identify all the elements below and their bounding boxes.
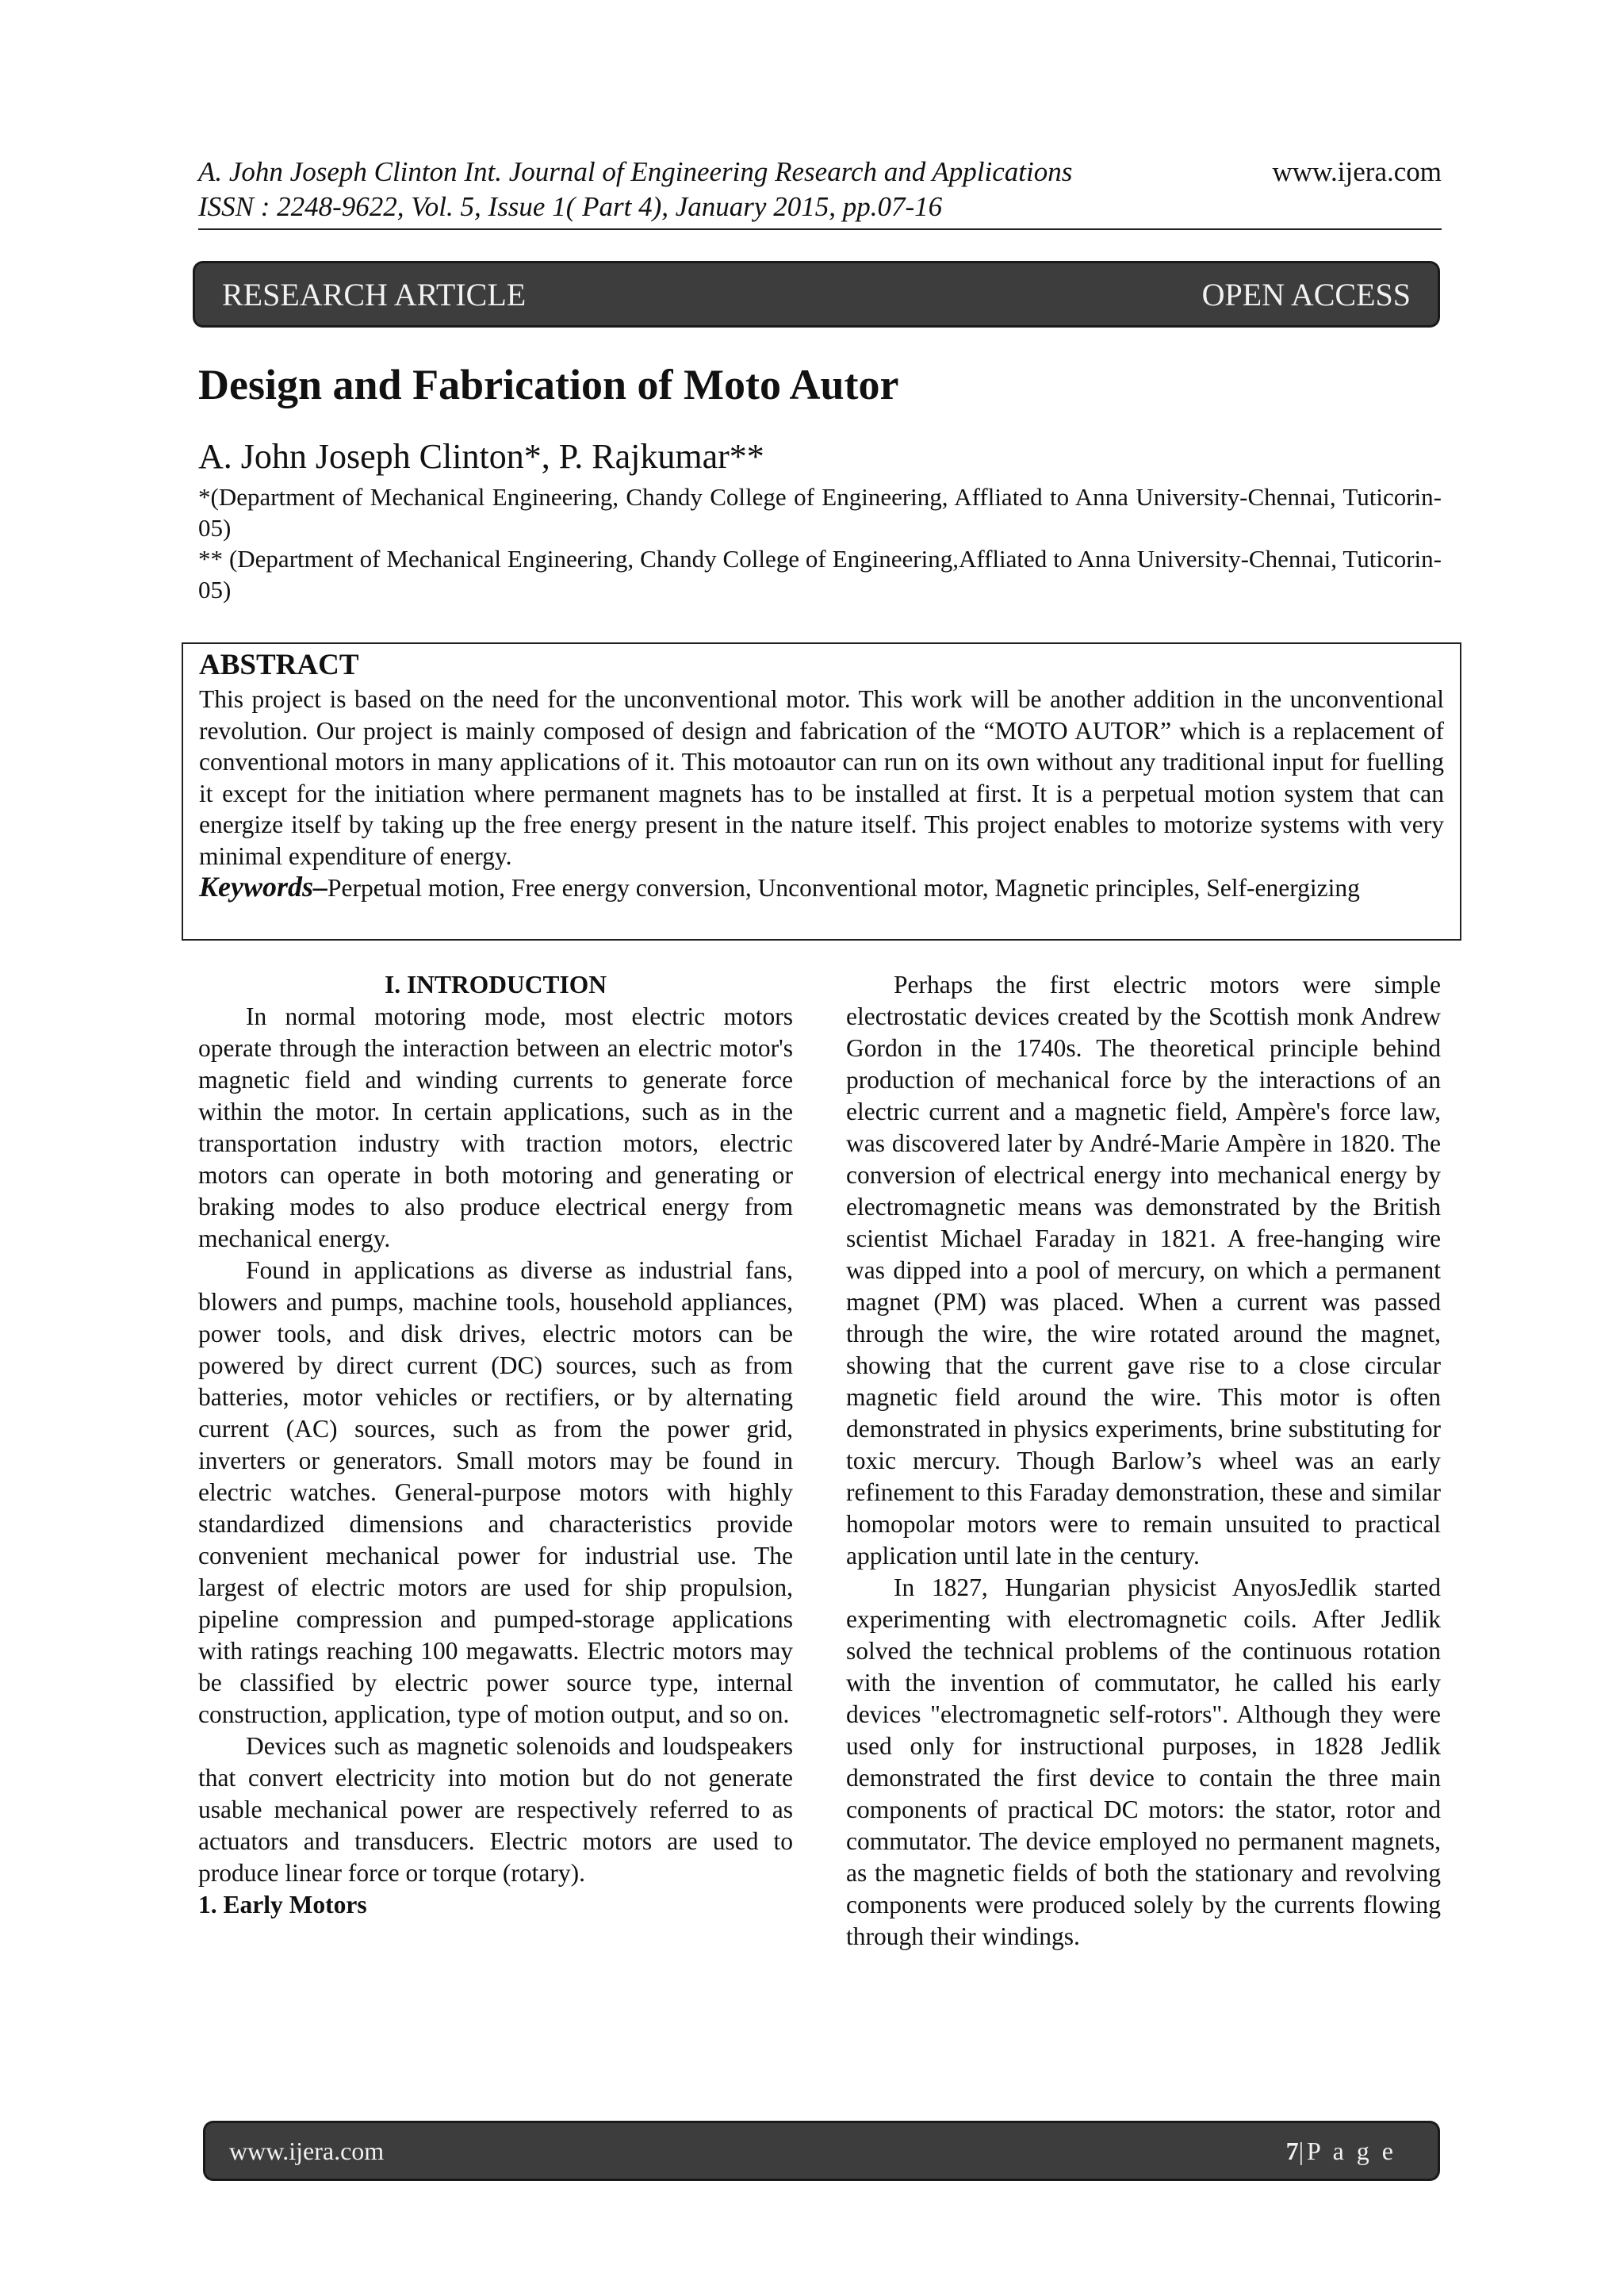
keywords-label: Keywords–: [199, 871, 327, 903]
footer-page-indicator: [1286, 2137, 1396, 2166]
body-paragraph: In 1827, Hungarian physicist AnyosJedlik started experimenting with electromagnetic coils. After Jedlik solved the technical problems of the continuous rotation with the invention of commutator, he called his early devices "electromagnetic self-rotors". Although they were used only for instructional purposes, in 1828 Jedlik demonstrated the first device to contain the three main components of practical DC motors: the stator, rotor and commutator. The device employed no permanent magnets, as the magnetic fields of both the stationary and revolving components were produced solely by the currents flowing through their windings.: [846, 1573, 1441, 1950]
right-column: [846, 969, 1441, 1953]
abstract-text: This project is based on the need for the unconventional motor. This work will be another addition in the unconventional revolution. Our project is mainly composed of design and fabrication of the “MOTO AUTOR” which is a replacement of conventional motors in many applications of it. This motoautor can run on its own without any traditional input for fuelling it except for the initiation where permanent magnets has to be installed at first. It is a perpetual motion system that can energize itself by taking up the free energy present in the nature itself. This project enables to motorize systems with very minimal expenditure of energy.: [199, 685, 1444, 870]
affiliation-2: ** (Department of Mechanical Engineering, Chandy College of Engineering,Affliated to Anna University-Chennai, Tuticorin-05): [198, 545, 1442, 604]
open-access-label: OPEN ACCESS: [1201, 276, 1411, 312]
left-column: [198, 969, 793, 1921]
journal-citation: A. John Joseph Clinton Int. Journal of Engineering Research and Applications: [198, 156, 1073, 187]
author-affiliations: [198, 481, 1442, 605]
journal-issn: ISSN : 2248-9622, Vol. 5, Issue 1( Part 4), January 2015, pp.07-16: [198, 191, 943, 222]
article-authors: A. John Joseph Clinton*, P. Rajkumar**: [198, 437, 764, 476]
abstract-heading: ABSTRACT: [199, 649, 359, 681]
body-paragraph: Devices such as magnetic solenoids and loudspeakers that convert electricity into motion but do not generate usable mechanical power are respectively referred to as actuators and transducers. Electric motors are used to produce linear force or torque (rotary).: [198, 1732, 793, 1887]
section-heading-introduction: I. INTRODUCTION: [384, 971, 607, 999]
page-label: |P a g e: [1298, 2136, 1396, 2165]
body-paragraph: In normal motoring mode, most electric motors operate through the interaction between an electric motor's magnetic field and winding currents to generate force within the motor. In certain applications, such as in the transportation industry with traction motors, electric motors can operate in both motoring and generating or braking modes to also produce electrical energy from mechanical energy.: [198, 1002, 793, 1252]
article-title: Design and Fabrication of Moto Autor: [198, 361, 899, 408]
journal-header-line: [198, 155, 1442, 190]
abstract-box: [182, 642, 1461, 941]
article-type-banner: [195, 263, 1438, 325]
keywords: [199, 872, 1444, 904]
affiliation-1: *(Department of Mechanical Engineering, Chandy College of Engineering, Affliated to Anna University-Chennai, Tuticorin-05): [198, 483, 1442, 542]
research-article-label: RESEARCH ARTICLE: [222, 276, 527, 312]
keywords-list: Perpetual motion, Free energy conversion, Unconventional motor, Magnetic principles, Self-energizing: [327, 874, 1360, 902]
journal-website: www.ijera.com: [1272, 156, 1442, 187]
journal-header: [198, 155, 1442, 224]
footer-website: www.ijera.com: [229, 2136, 385, 2165]
page-number: 7: [1285, 2136, 1299, 2165]
body-paragraph: Perhaps the first electric motors were simple electrostatic devices created by the Scottish monk Andrew Gordon in the 1740s. The theoretical principle behind production of mechanical force by the interactions of an electric current and a magnetic field, Ampère's force law, was discovered later by André-Marie Ampère in 1820. The conversion of electrical energy into mechanical energy by electromagnetic means was demonstrated by the British scientist Michael Faraday in 1821. A free-hanging wire was dipped into a pool of mercury, on which a permanent magnet (PM) was placed. When a current was passed through the wire, the wire rotated around the magnet, showing that the current gave rise to a close circular magnetic field around the wire. This motor is often demonstrated in physics experiments, brine substituting for toxic mercury. Though Barlow’s wheel was an early refinement to this Faraday demonstration, these and similar homopolar motors were to remain unsuited to practical application until late in the century.: [846, 971, 1441, 1570]
page-footer: [205, 2123, 1438, 2179]
header-divider: [198, 228, 1442, 230]
subsection-heading-early-motors: 1. Early Motors: [198, 1891, 367, 1918]
body-paragraph: Found in applications as diverse as industrial fans, blowers and pumps, machine tools, household appliances, power tools, and disk drives, electric motors can be powered by direct current (DC) sources, such as from batteries, motor vehicles or rectifiers, or by alternating current (AC) sources, such as from the power grid, inverters or generators. Small motors may be found in electric watches. General-purpose motors with highly standardized dimensions and characteristics provide convenient mechanical power for industrial use. The largest of electric motors are used for ship propulsion, pipeline compression and pumped-storage applications with ratings reaching 100 megawatts. Electric motors may be classified by electric power source type, internal construction, application, type of motion output, and so on.: [198, 1256, 793, 1728]
